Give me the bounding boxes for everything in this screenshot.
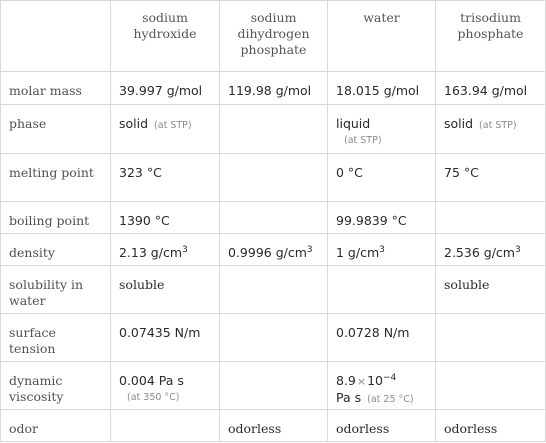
density-value: 1 g/cm [336,245,380,260]
density-exponent: 3 [182,244,188,255]
cell-surface-tension-sodium-hydroxide: 0.07435 N/m [111,314,220,362]
corner-cell [1,1,111,72]
cell-odor-sodium-dihydrogen-phosphate: odorless [220,410,328,442]
cell-density-trisodium-phosphate [436,234,546,266]
density-exponent: 3 [306,244,313,255]
phase-note: (at STP) [344,135,382,146]
cell-surface-tension-water: 0.0728 N/m [328,314,436,362]
row-solubility [1,266,546,314]
row-surface-tension [1,314,546,362]
phase-value: liquid [336,116,371,131]
row-label-molar-mass: molar mass [1,72,111,105]
density-exponent: 3 [514,244,521,255]
cell-boiling-point-sodium-dihydrogen-phosphate [220,202,328,234]
cell-boiling-point-trisodium-phosphate [436,202,546,234]
row-label-density: density [1,234,111,266]
row-label-phase: phase [1,105,111,154]
cell-melting-point-sodium-dihydrogen-phosphate [220,154,328,202]
cell-melting-point-water: 0 °C [328,154,436,202]
viscosity-note: (at 350 °C) [127,392,180,403]
density-value: 2.13 g/cm [119,245,183,260]
cell-odor-sodium-hydroxide [111,410,220,442]
viscosity-note: (at 25 °C) [367,394,414,405]
row-label-odor: odor [1,410,111,442]
row-boiling-point [1,202,546,234]
row-molar-mass [1,72,546,105]
cell-molar-mass-sodium-dihydrogen-phosphate: 119.98 g/mol [220,72,328,105]
viscosity-value [336,373,427,390]
cell-phase-trisodium-phosphate [436,105,546,154]
density-exponent: 3 [379,244,385,255]
viscosity-mantissa: 8.9 [336,373,356,388]
row-phase [1,105,546,154]
cell-density-water [328,234,436,266]
cell-solubility-sodium-hydroxide: soluble [111,266,220,314]
cell-molar-mass-trisodium-phosphate: 163.94 g/mol [436,72,546,105]
cell-solubility-trisodium-phosphate: soluble [436,266,546,314]
row-label-melting-point: melting point [1,154,111,202]
cell-surface-tension-trisodium-phosphate [436,314,546,362]
column-header-water: water [328,1,436,72]
column-header-sodium-hydroxide: sodium hydroxide [111,1,220,72]
phase-note: (at STP) [479,120,517,131]
viscosity-unit: Pa s [336,390,362,405]
cell-melting-point-sodium-hydroxide: 323 °C [111,154,220,202]
header-row [1,1,546,72]
row-label-solubility: solubility in water [1,266,111,314]
row-melting-point [1,154,546,202]
phase-note: (at STP) [154,120,192,131]
cell-dynamic-viscosity-water [328,362,436,410]
cell-melting-point-trisodium-phosphate: 75 °C [436,154,546,202]
cell-surface-tension-sodium-dihydrogen-phosphate [220,314,328,362]
row-label-surface-tension: surface tension [1,314,111,362]
viscosity-value: 0.004 Pa s [119,373,184,388]
row-label-dynamic-viscosity: dynamic viscosity [1,362,111,410]
cell-molar-mass-water: 18.015 g/mol [328,72,436,105]
row-density [1,234,546,266]
density-value: 2.536 g/cm [444,245,515,260]
cell-molar-mass-sodium-hydroxide: 39.997 g/mol [111,72,220,105]
cell-dynamic-viscosity-trisodium-phosphate [436,362,546,410]
column-header-sodium-dihydrogen-phosphate: sodium dihydrogen phosphate [220,1,328,72]
cell-solubility-water [328,266,436,314]
cell-odor-water: odorless [328,410,436,442]
cell-dynamic-viscosity-sodium-dihydrogen-phosphate [220,362,328,410]
cell-phase-water [328,105,436,154]
cell-solubility-sodium-dihydrogen-phosphate [220,266,328,314]
column-header-trisodium-phosphate: trisodium phosphate [436,1,546,72]
cell-phase-sodium-hydroxide [111,105,220,154]
cell-boiling-point-sodium-hydroxide: 1390 °C [111,202,220,234]
phase-value: solid [444,116,474,131]
cell-density-sodium-hydroxide [111,234,220,266]
cell-odor-trisodium-phosphate: odorless [436,410,546,442]
row-dynamic-viscosity [1,362,546,410]
cell-boiling-point-water: 99.9839 °C [328,202,436,234]
viscosity-base: 10 [367,373,384,388]
cell-phase-sodium-dihydrogen-phosphate [220,105,328,154]
cell-density-sodium-dihydrogen-phosphate [220,234,328,266]
phase-value: solid [119,116,149,131]
viscosity-exponent: −4 [383,372,397,383]
times-sign: × [356,375,367,388]
row-label-boiling-point: boiling point [1,202,111,234]
cell-dynamic-viscosity-sodium-hydroxide [111,362,220,410]
density-value: 0.9996 g/cm [228,245,307,260]
row-odor [1,410,546,442]
